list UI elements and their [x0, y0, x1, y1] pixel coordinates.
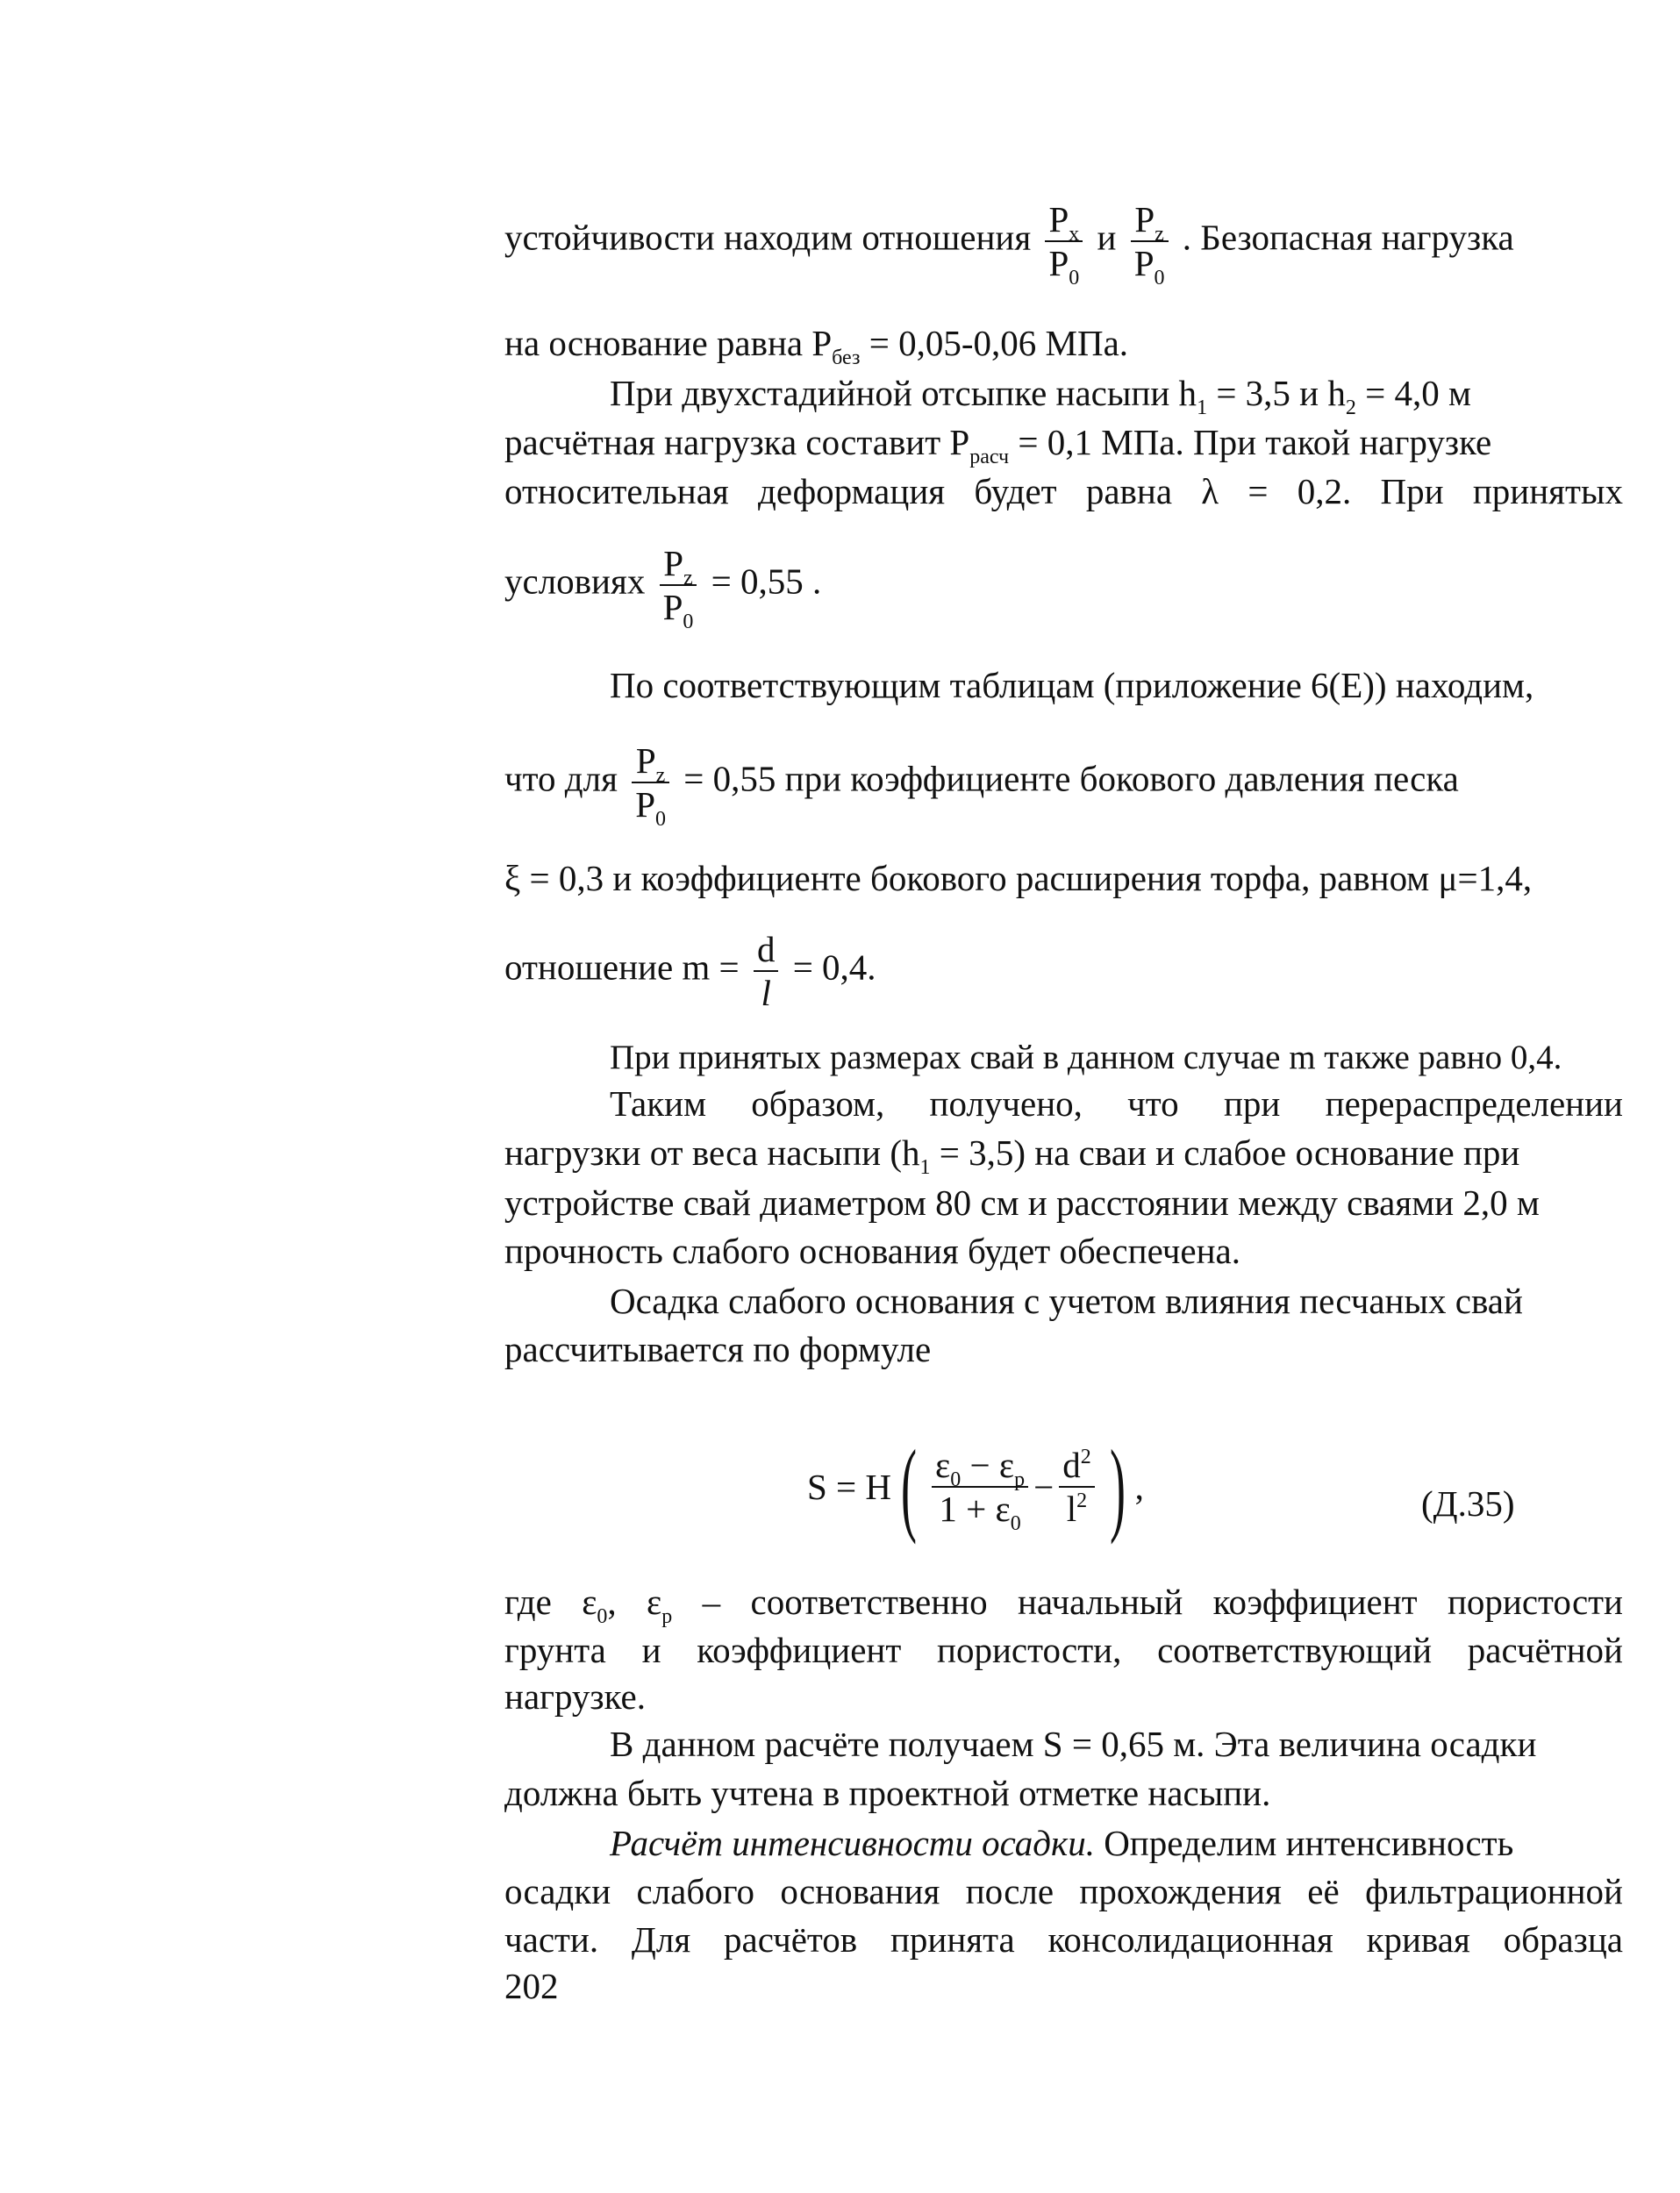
text-line-15: прочность слабого основания будет обеспечена.: [504, 1231, 1240, 1271]
text-line-24: осадки слабого основания после прохождения её фильтрационной: [504, 1871, 1623, 1911]
text-line-18: где $\varepsilon_0$, $\varepsilon_p$ – соответственно начальный коэффициент пористости: [504, 1582, 1623, 1628]
text-line-1: [504, 199, 1623, 289]
fraction-d-l: $\frac{d}{l}$: [754, 930, 779, 1012]
formula-number: (Д.35): [1421, 1483, 1515, 1524]
fraction-d2-l2: $\frac{d^2}{l^2}$: [1059, 1446, 1095, 1528]
fraction-pz-p0: $\frac{P_z}{P_0}$: [632, 741, 669, 824]
text-line-12: Таким образом, получено, что при перераспределении: [610, 1083, 1623, 1124]
text-line-8: что для $\frac{P_z}{P_0}$ = 0,55 при коэффициенте бокового давления песка: [504, 740, 1459, 831]
text-line-23: Расчёт интенсивности осадки. Определим интенсивность: [610, 1823, 1514, 1863]
text-line-21: В данном расчёте получаем S = 0,65 м. Эта величина осадки: [610, 1724, 1537, 1764]
text-run: . Безопасная нагрузка: [1182, 217, 1514, 258]
text-run: устойчивости находим отношения: [504, 217, 1032, 258]
text-line-25: части. Для расчётов принята консолидационная кривая образца: [504, 1919, 1623, 1960]
text-line-9: ξ = 0,3 и коэффициенте бокового расширения торфа, равном μ=1,4,: [504, 858, 1533, 898]
text-line-11: При принятых размерах свай в данном случае m также равно 0,4.: [610, 1039, 1562, 1076]
page-number: 202: [504, 1966, 559, 2006]
text-line-3: При двухстадийной отсыпке насыпи $h_1 = 3,5$ и $h_2 = 4,0$ м: [610, 373, 1471, 419]
text-line-17: рассчитывается по формуле: [504, 1329, 932, 1369]
fraction-eps: $\frac{\varepsilon_0 - \varepsilon_p}{1 + \varepsilon_0}$: [932, 1446, 1028, 1528]
text-line-13: нагрузки от веса насыпи $(h_1 = 3,5)$ на сваи и слабое основание при: [504, 1132, 1520, 1179]
text-line-14: устройстве свай диаметром 80 см и расстоянии между сваями 2,0 м: [504, 1182, 1540, 1223]
formula-d35: S = H( $\frac{\varepsilon_0 - \varepsilon_p}{1 + \varepsilon_0}$ − $\frac{d^2}{l^2}$ ) ,: [807, 1428, 1144, 1545]
text-line-10: отношение m = $\frac{d}{l}$ = 0,4.: [504, 929, 876, 1013]
text-line-19: грунта и коэффициент пористости, соответствующий расчётной: [504, 1630, 1623, 1670]
text-line-16: Осадка слабого основания с учетом влияния песчаных свай: [610, 1281, 1523, 1321]
text-line-20: нагрузке.: [504, 1676, 646, 1717]
text-line-6: условиях $\frac{P_z}{P_0}$ = 0,55 .: [504, 543, 822, 633]
fraction-pz-p0: $\frac{P_z}{P_0}$: [660, 544, 697, 626]
text-line-22: должна быть учтена в проектной отметке насыпи.: [504, 1773, 1271, 1813]
fraction-pz-p0: $\frac{P_z}{P_0}$: [1131, 200, 1169, 282]
text-line-5: относительная деформация будет равна λ = 0,2. При принятых: [504, 471, 1623, 511]
fraction-px-p0: $\frac{P_x}{P_0}$: [1045, 200, 1083, 282]
text-run: и: [1097, 217, 1117, 258]
text-line-4: расчётная нагрузка составит $P_{расч} = 0,1$ МПа. При такой нагрузке: [504, 422, 1492, 468]
text-line-7: По соответствующим таблицам (приложение 6(Е)) находим,: [610, 665, 1534, 705]
text-line-2: на основание равна $P_{без} = 0,05-0,06$ МПа.: [504, 323, 1129, 369]
